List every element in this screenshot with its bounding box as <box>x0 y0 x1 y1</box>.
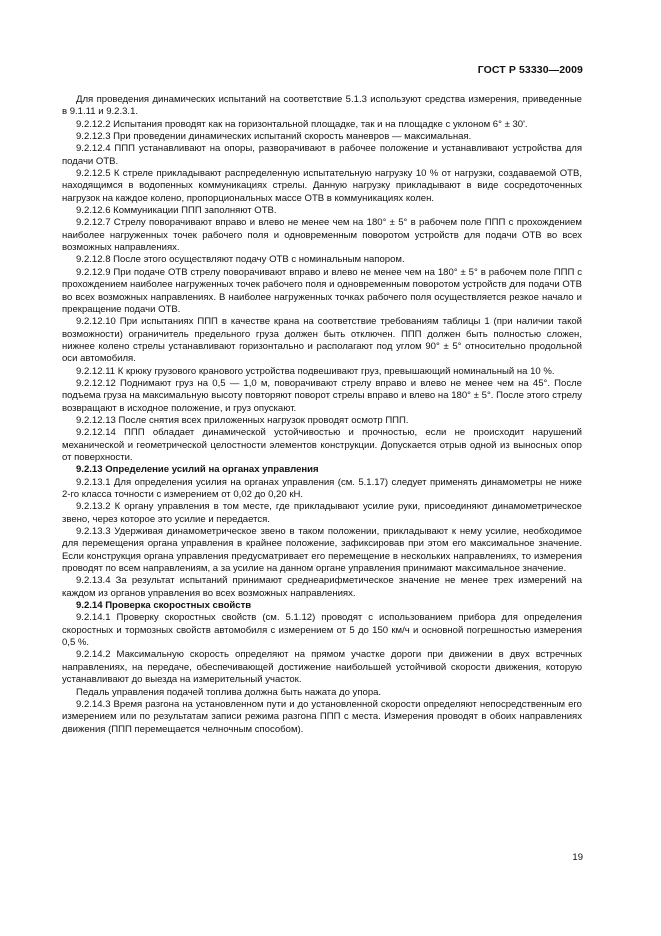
paragraph: 9.2.12.5 К стреле прикладывают распределенную испытательную нагрузку 10 % от нагрузки, создаваемой ОТВ, находящимся в водопенных коммуникациях стрелы. Данную нагрузку прикладывают в виде сосредоточенных нагрузок на каждое колено, пропорциональных массе ОТВ в коммуникациях колен. <box>62 168 582 204</box>
document-header: ГОСТ Р 53330—2009 <box>477 64 583 76</box>
paragraph: 9.2.14.3 Время разгона на установленном пути и до установленной скорости определяют непосредственным его измерением или по результатам записи режима разгона ППП с места. Измерения проводят в обоих направлениях движения (ППП перемещается челночным способом). <box>62 698 582 735</box>
paragraph: 9.2.12.3 При проведении динамических испытаний скорость маневров — максимальная. <box>76 131 472 143</box>
paragraph: 9.2.13.3 Удерживая динамометрическое звено в таком положении, прикладывают к нему усилие, необходимое для перемещения органа управления в крайнее положение, зафиксировав при этом его максимальное значение. Если конструкция органа управления предусматривает его перемещение в нескольких направлениях, то измерения проводят по всем направлениям, а за усилие на данном органе управления принимают максимальное значение. <box>62 526 582 575</box>
paragraph: 9.2.13.2 К органу управления в том месте, где прикладывают усилие руки, присоединяют динамометрическое звено, через которое это усилие и передается. <box>62 501 582 525</box>
paragraph: 9.2.12.2 Испытания проводят как на горизонтальной площадке, так и на площадке с уклоном 6° ± 30'. <box>76 118 528 130</box>
paragraph: Для проведения динамических испытаний на соответствие 5.1.3 используют средства измерения, приведенные в 9.1.11 и 9.2.3.1. <box>62 94 582 118</box>
paragraph: 9.2.12.8 После этого осуществляют подачу ОТВ с номинальным напором. <box>76 254 405 266</box>
paragraph: 9.2.12.10 При испытаниях ППП в качестве крана на соответствие требованиям таблицы 1 (при наличии такой возможности) ограничитель предельного груза должен быть отключен. ППП должен быть полностью сложен, нижнее колено стрелы устанавливают горизонтально и располагают под углом 90° ± 5° относительно продольной оси автомобиля. <box>62 316 582 365</box>
paragraph: Педаль управления подачей топлива должна быть нажата до упора. <box>76 686 382 698</box>
paragraph: 9.2.12.9 При подаче ОТВ стрелу поворачивают вправо и влево не менее чем на 180° ± 5° в рабочем поле ППП с прохождением наиболее нагруженных точек рабочего поля и одновременным поворотом устройств для подачи ОТВ во всех возможных направлениях. В наиболее нагруженных точках рабочего поля осуществляется резкое начало и прекращение подачи ОТВ. <box>62 266 582 315</box>
paragraph: 9.2.12.12 Поднимают груз на 0,5 — 1,0 м, поворачивают стрелу вправо и влево не менее чем на 45°. После подъема груза на максимальную высоту повторяют поворот стрелы вправо и влево на 180° ± 5°. После этого стрелу возвращают в исходное положение, и груз опускают. <box>62 377 582 414</box>
paragraph: 9.2.12.13 После снятия всех приложенных нагрузок проводят осмотр ППП. <box>76 414 409 426</box>
document-body <box>62 94 582 736</box>
section-heading: 9.2.13 Определение усилий на органах управления <box>76 464 319 476</box>
paragraph: 9.2.14.2 Максимальную скорость определяют на прямом участке дороги при движении в двух встречных направлениях, на передаче, обеспечивающей достижение наибольшей устойчивой скорости движения, которую устанавливают до выезда на измерительный участок. <box>62 649 582 686</box>
paragraph: 9.2.12.11 К крюку грузового кранового устройства подвешивают груз, превышающий номинальный на 10 %. <box>76 365 555 377</box>
paragraph: 9.2.12.6 Коммуникации ППП заполняют ОТВ. <box>76 205 277 217</box>
paragraph: 9.2.12.4 ППП устанавливают на опоры, разворачивают в рабочее положение и устанавливают устройства для подачи ОТВ. <box>62 143 582 167</box>
paragraph: 9.2.12.14 ППП обладает динамической устойчивостью и прочностью, если не происходит нарушений механической и геометрической целостности элементов конструкции. Допускается отрыв одной из выносных опор от поверхности. <box>62 427 582 463</box>
section-heading: 9.2.14 Проверка скоростных свойств <box>76 600 252 612</box>
paragraph: 9.2.12.7 Стрелу поворачивают вправо и влево не менее чем на 180° ± 5° в рабочем поле ППП с прохождением наиболее нагруженных точек рабочего поля и одновременным поворотом устройств для подачи ОТВ во всех возможных направлениях. <box>62 217 582 254</box>
paragraph: 9.2.13.4 За результат испытаний принимают среднеарифметическое значение не менее трех измерений на каждом из органов управления во всех возможных направлениях. <box>62 575 582 599</box>
paragraph: 9.2.14.1 Проверку скоростных свойств (см. 5.1.12) проводят с использованием прибора для определения скоростных и тормозных свойств автомобиля с измерением от 5 до 150 км/ч и основной погрешностью измерения 0,5 %. <box>62 612 582 649</box>
paragraph: 9.2.13.1 Для определения усилия на органах управления (см. 5.1.17) следует применять динамометры не ниже 2-го класса точности с измерением от 0,02 до 0,20 кН. <box>62 476 582 500</box>
page-number: 19 <box>572 852 583 863</box>
